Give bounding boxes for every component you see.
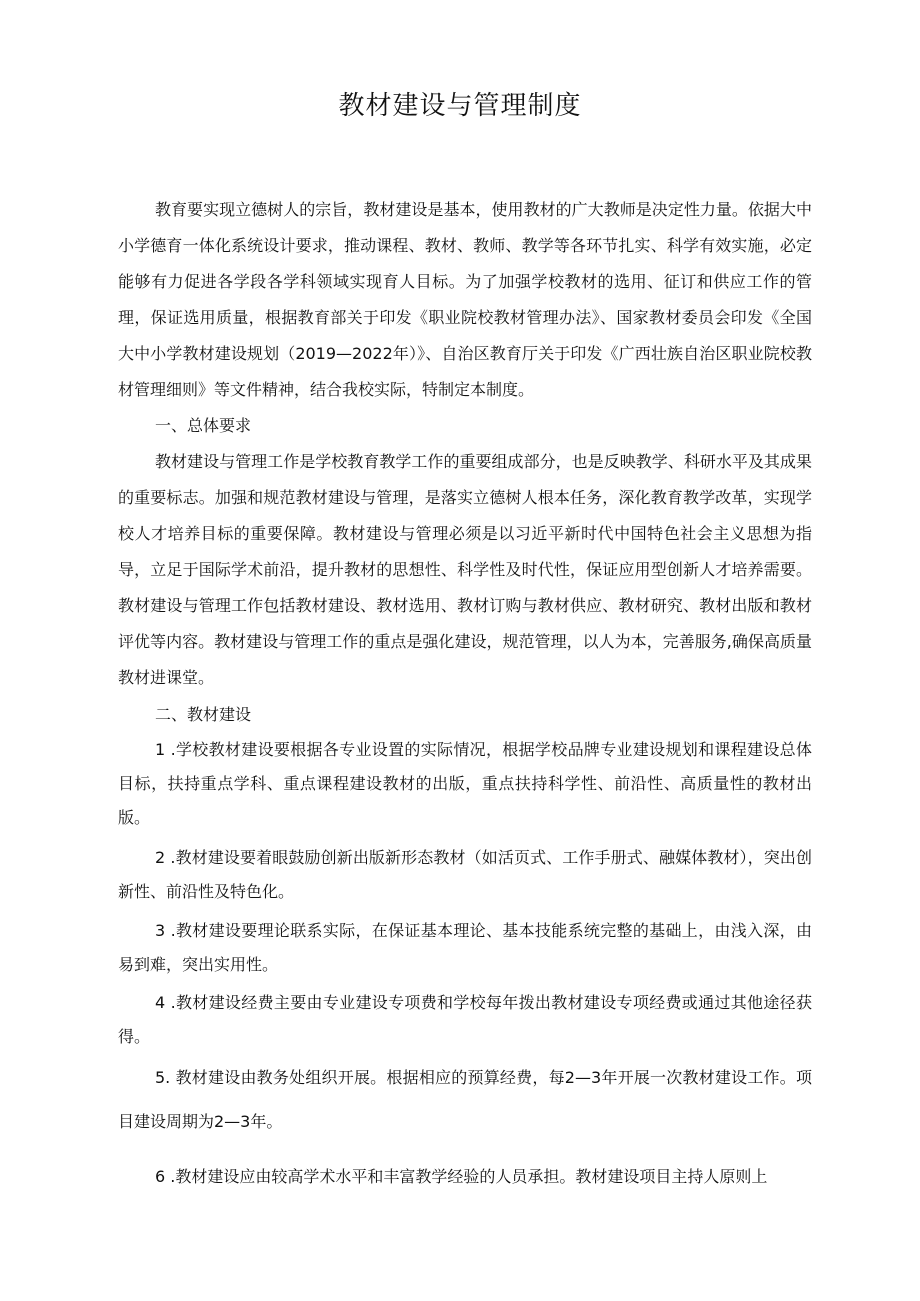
list-item: 5. 教材建设由教务处组织开展。根据相应的预算经费，每2—3年开展一次教材建设工作。项目建设周期为2—3年。 (118, 1068, 812, 1131)
section-heading-general-requirements: 一、总体要求 (155, 416, 252, 435)
page-title: 教材建设与管理制度 (338, 91, 582, 121)
list-item: 3 .教材建设要理论联系实际，在保证基本理论、基本技能系统完整的基础上，由浅入深，由易到难，突出实用性。 (118, 921, 812, 974)
list-item: 6 .教材建设应由较高学术水平和丰富教学经验的人员承担。教材建设项目主持人原则上 (155, 1167, 768, 1186)
list-item: 4 .教材建设经费主要由专业建设专项费和学校每年拨出教材建设专项经费或通过其他途径获得。 (118, 993, 812, 1046)
list-item: 1 .学校教材建设要根据各专业设置的实际情况，根据学校品牌专业建设规划和课程建设总体目标，扶持重点学科、重点课程建设教材的出版，重点扶持科学性、前沿性、高质量性的教材出版。 (118, 740, 812, 827)
list-item: 2 .教材建设要着眼鼓励创新出版新形态教材（如活页式、工作手册式、融媒体教材），突出创新性、前沿性及特色化。 (118, 848, 812, 901)
general-requirements-paragraph: 教材建设与管理工作是学校教育教学工作的重要组成部分，也是反映教学、科研水平及其成果的重要标志。加强和规范教材建设与管理，是落实立德树人根本任务，深化教育教学改革，实现学校人才培养目标的重要保障。教材建设与管理必须是以习近平新时代中国特色社会主义思想为指导，立足于国际学术前沿，提升教材的思想性、科学性及时代性，保证应用型创新人才培养需要。教材建设与管理工作包括教材建设、教材选用、教材订购与教材供应、教材研究、教材出版和教材评优等内容。教材建设与管理工作的重点是强化建设，规范管理，以人为本，完善服务,确保高质量教材进课堂。 (118, 452, 812, 687)
intro-paragraph: 教育要实现立德树人的宗旨，教材建设是基本，使用教材的广大教师是决定性力量。依据大中小学德育一体化系统设计要求，推动课程、教材、教师、教学等各环节扎实、科学有效实施，必定能够有力促进各学段各学科领域实现育人目标。为了加强学校教材的选用、征订和供应工作的管理，保证选用质量，根据教育部关于印发《职业院校教材管理办法》、国家教材委员会印发《全国大中小学教材建设规划（2019—2022年）》、自治区教育厅关于印发《广西壮族自治区职业院校教材管理细则》等文件精神，结合我校实际，特制定本制度。 (118, 200, 812, 399)
section-heading-textbook-construction: 二、教材建设 (155, 705, 252, 724)
